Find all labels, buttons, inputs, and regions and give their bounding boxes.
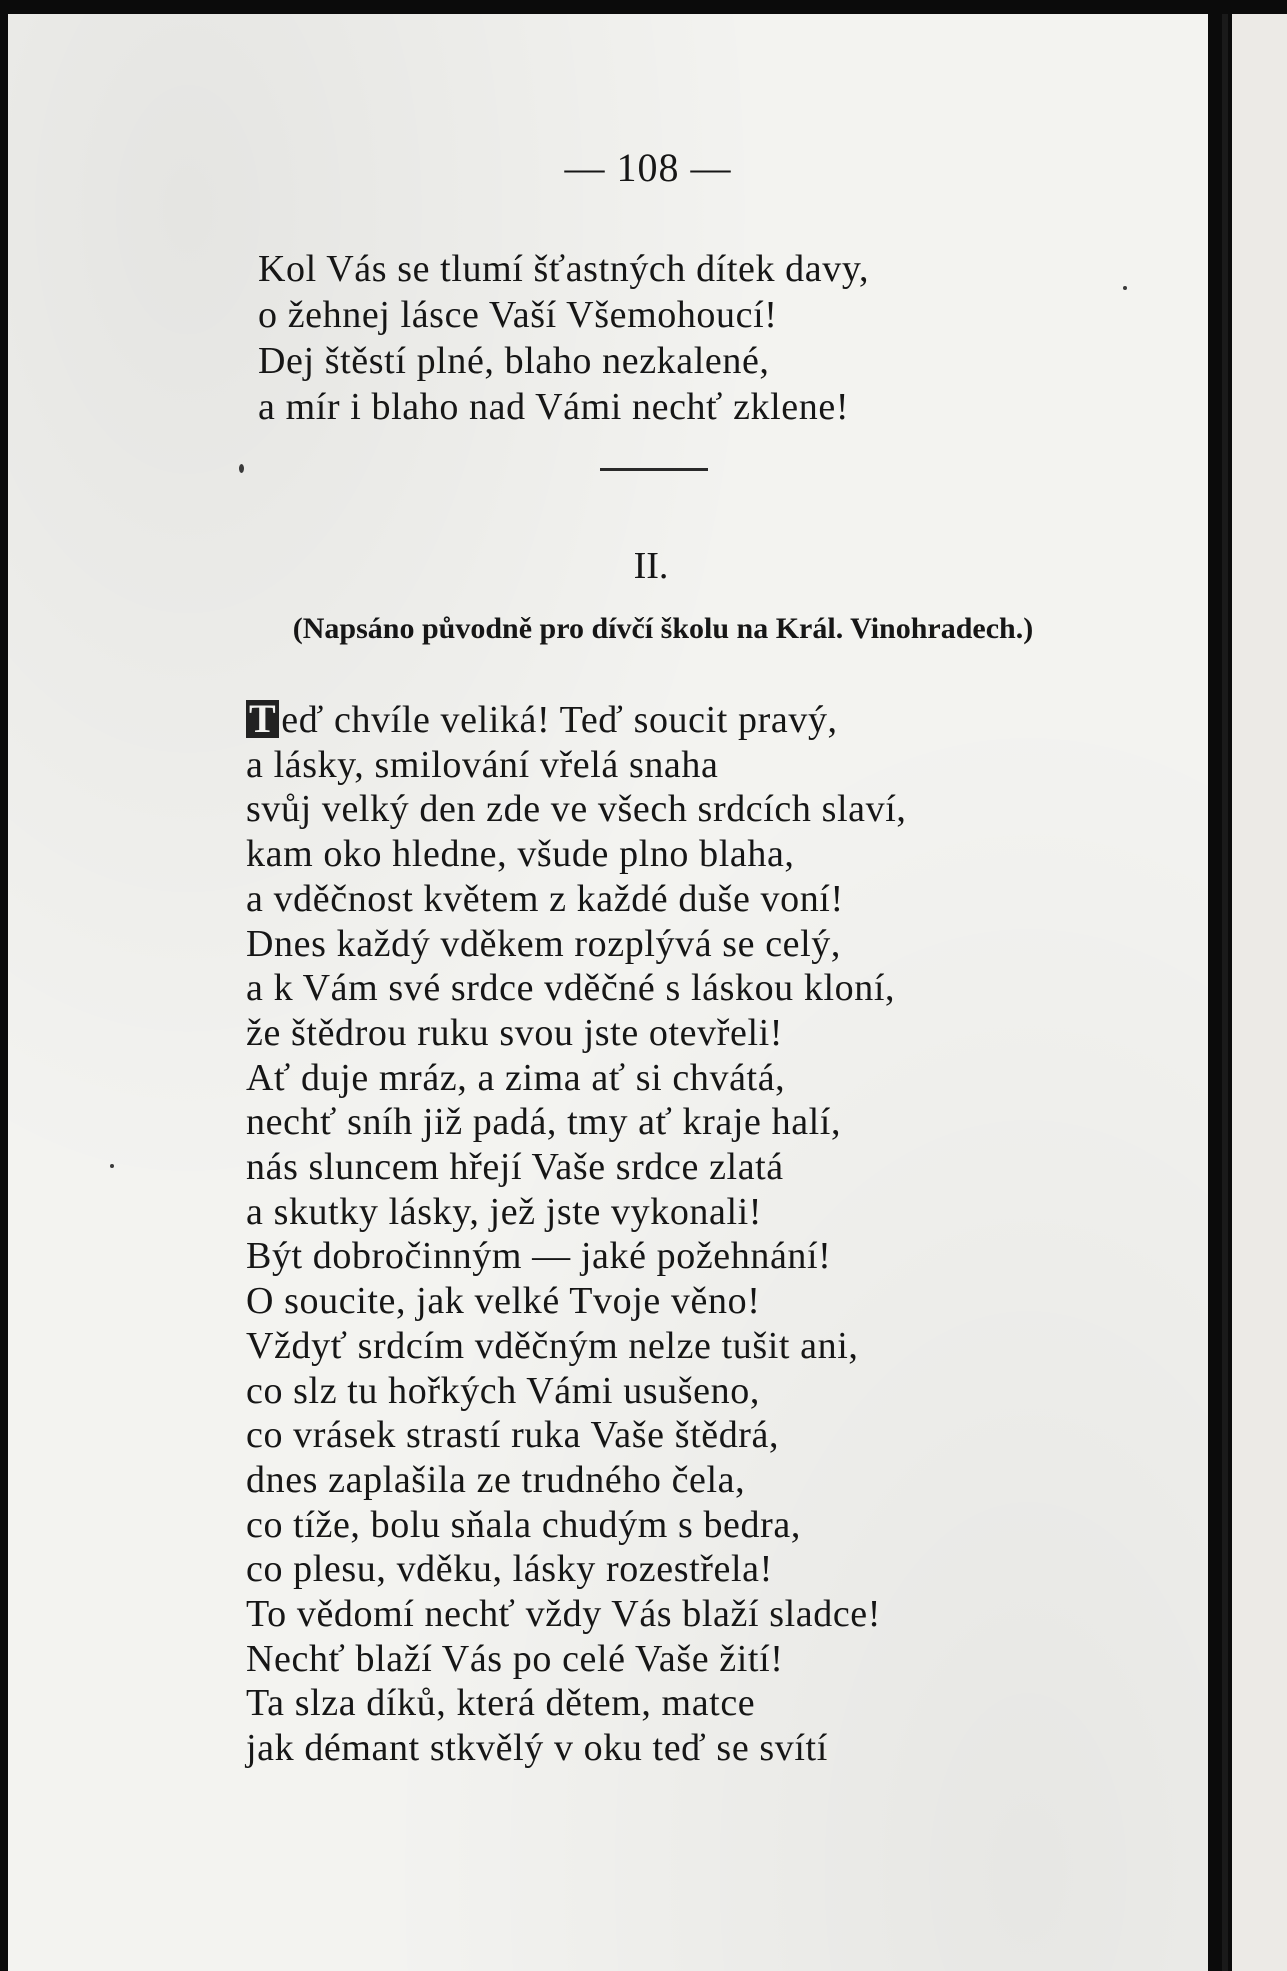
verse-line: Dnes každý vděkem rozplývá se celý, (246, 922, 842, 965)
verse-line: co vrásek strastí ruka Vaše štědrá, (246, 1414, 780, 1457)
verse-line: Vždyť srdcím vděčným nelze tušit ani, (246, 1324, 859, 1367)
verse-line: Ta slza díků, která dětem, matce (246, 1682, 756, 1725)
verse-line: To vědomí nechť vždy Vás blaží sladce! (246, 1593, 882, 1636)
verse-line: dnes zaplašila ze trudného čela, (246, 1458, 746, 1501)
page-number: — 108 — (564, 145, 732, 190)
page-gutter (1222, 14, 1228, 1971)
verse-line: Ať duje mráz, a zima ať si chvátá, (246, 1056, 786, 1099)
paper-speck (239, 464, 244, 473)
verse-line: svůj velký den zde ve všech srdcích slaví, (246, 788, 907, 831)
paper-speck (1123, 286, 1127, 290)
drop-initial: T (246, 700, 279, 738)
paper-speck (110, 1164, 114, 1168)
verse-line: O soucite, jak velké Tvoje věno! (246, 1280, 761, 1323)
verse-line-first-rest: eď chvíle veliká! Teď soucit pravý, (281, 699, 838, 741)
verse-line: co plesu, vděku, lásky rozestřela! (246, 1548, 773, 1591)
verse-line: o žehnej lásce Vaší Všemohoucí! (258, 294, 778, 336)
verse-line: a lásky, smilování vřelá snaha (246, 743, 719, 786)
verse-line: že štědrou ruku svou jste otevřeli! (246, 1011, 784, 1054)
poem-subtitle: (Napsáno původně pro dívčí školu na Král. Vinohradech.) (292, 612, 1034, 645)
book-page (8, 14, 1208, 1971)
verse-line: Nechť blaží Vás po celé Vaše žití! (246, 1637, 784, 1680)
verse-line: kam oko hledne, všude plno blaha, (246, 833, 795, 876)
verse-line: jak démant stkvělý v oku teď se svítí (246, 1727, 828, 1770)
verse-line: a skutky lásky, jež jste vykonali! (246, 1190, 763, 1233)
verse-line: nás sluncem hřejí Vaše srdce zlatá (246, 1146, 784, 1189)
verse-line-first (246, 698, 906, 743)
verse-line: co slz tu hořkých Vámi usušeno, (246, 1369, 760, 1412)
adjacent-page-edge (1232, 14, 1287, 1971)
verse-line: co tíže, bolu sňala chudým s bedra, (246, 1503, 801, 1546)
verse-line: a vděčnost květem z každé duše voní! (246, 877, 844, 920)
verse-line: a k Vám své srdce vděčné s láskou kloní, (246, 967, 896, 1010)
stanza-1 (258, 246, 869, 430)
page-content (8, 14, 1208, 1971)
stanza-2 (246, 698, 906, 1771)
verse-line: Kol Vás se tlumí šťastných dítek davy, (258, 248, 870, 290)
verse-line: Dej štěstí plné, blaho nezkalené, (258, 340, 770, 382)
verse-line: a mír i blaho nad Vámi nechť zklene! (258, 386, 850, 428)
verse-line: nechť sníh již padá, tmy ať kraje halí, (246, 1101, 842, 1144)
section-number: II. (633, 545, 669, 587)
verse-line: Být dobročinným — jaké požehnání! (246, 1235, 832, 1278)
section-divider (600, 468, 708, 471)
